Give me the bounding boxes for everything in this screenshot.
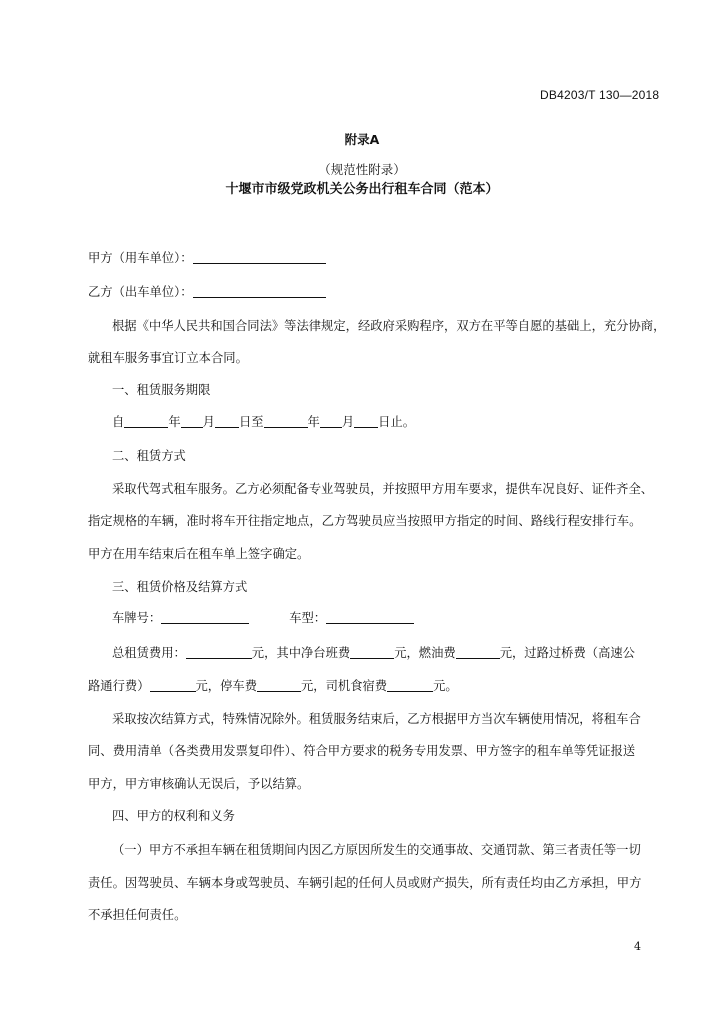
party-a-label: 甲方（用车单位）： xyxy=(88,251,193,265)
driver-board-fee-blank xyxy=(387,678,433,692)
section-1-heading: 一、租赁服务期限 xyxy=(112,383,211,397)
driver-board-fee-label: 元，司机食宿费 xyxy=(301,679,388,693)
vehicle-model-blank xyxy=(326,610,414,624)
start-month-blank xyxy=(181,414,203,428)
annex-type: （规范性附录） xyxy=(318,162,406,177)
total-fee-blank xyxy=(186,645,252,659)
end-month-blank xyxy=(320,414,342,428)
section-2-line-2: 指定规格的车辆，准时将车开往指定地点，乙方驾驶员应当按照甲方指定的时间、路线行程安排行车。 xyxy=(88,514,642,528)
party-a-line xyxy=(88,248,326,266)
period-year-2: 年 xyxy=(307,415,320,429)
section-2-line-1: 采取代驾式租车服务。乙方必须配备专业驾驶员，并按照甲方用车要求，提供车况良好、证件齐全、 xyxy=(112,482,654,496)
section-4-heading: 四、甲方的权利和义务 xyxy=(112,809,235,823)
settlement-line-1: 采取按次结算方式，特殊情况除外。租赁服务结束后，乙方根据甲方当次车辆使用情况，将租车合 xyxy=(112,712,641,726)
period-month-1: 月 xyxy=(202,415,215,429)
fuel-fee-blank xyxy=(456,645,500,659)
fee-line-2 xyxy=(88,676,458,694)
toll-fee-blank xyxy=(150,678,196,692)
shift-fee-blank xyxy=(350,645,394,659)
end-day-blank xyxy=(354,414,378,428)
section-4-item-1-line-1: （一）甲方不承担车辆在租赁期间内因乙方原因所发生的交通事故、交通罚款、第三者责任等一切 xyxy=(112,843,641,857)
total-fee-label: 总租赁费用： xyxy=(112,646,186,660)
section-4-item-1-line-3: 不承担任何责任。 xyxy=(88,908,187,922)
section-3-heading: 三、租赁价格及结算方式 xyxy=(112,580,248,594)
period-year-1: 年 xyxy=(168,415,181,429)
toll-fee-label: 元，过路过桥费（高速公 xyxy=(499,646,635,660)
party-b-blank xyxy=(193,284,326,298)
plate-number-label: 车牌号： xyxy=(112,611,162,625)
fee-line-end: 元。 xyxy=(433,679,458,693)
page-number: 4 xyxy=(634,940,641,953)
period-day-end: 日止。 xyxy=(378,415,416,429)
annex-label: 附录A xyxy=(344,132,380,147)
lease-period-line xyxy=(112,412,415,430)
fuel-fee-label: 元，燃油费 xyxy=(394,646,456,660)
party-b-label: 乙方（出车单位）： xyxy=(88,285,193,299)
section-2-heading: 二、租赁方式 xyxy=(112,449,186,463)
end-year-blank xyxy=(264,414,308,428)
shift-fee-label: 元，其中净台班费 xyxy=(251,646,351,660)
period-month-2: 月 xyxy=(341,415,355,429)
toll-fee-label-cont: 路通行费） xyxy=(88,679,150,693)
period-from: 自 xyxy=(112,415,125,429)
fee-line-1 xyxy=(112,643,635,661)
section-2-line-3: 甲方在用车结束后在租车单上签字确定。 xyxy=(88,547,310,561)
settlement-line-2: 同、费用清单（各类费用发票复印件）、符合甲方要求的税务专用发票、甲方签字的租车单等凭证报送 xyxy=(88,744,636,758)
section-4-item-1-line-2: 责任。因驾驶员、车辆本身或驾驶员、车辆引起的任何人员或财产损失，所有责任均由乙方承担，甲方 xyxy=(88,876,642,890)
document-code: DB4203/T 130—2018 xyxy=(540,88,660,102)
start-year-blank xyxy=(124,414,168,428)
contract-title: 十堰市市级党政机关公务出行租车合同（范本） xyxy=(225,182,499,197)
start-day-blank xyxy=(215,414,239,428)
vehicle-model-label: 车型： xyxy=(289,611,327,625)
intro-line-2: 就租车服务事宜订立本合同。 xyxy=(88,351,248,365)
parking-fee-blank xyxy=(257,678,301,692)
settlement-line-3: 甲方，甲方审核确认无误后，予以结算。 xyxy=(88,777,310,791)
party-a-blank xyxy=(193,250,326,264)
period-day-to: 日至 xyxy=(238,415,264,429)
plate-number-blank xyxy=(161,610,249,624)
vehicle-line xyxy=(112,608,414,626)
intro-line-1: 根据《中华人民共和国合同法》等法律规定，经政府采购程序，双方在平等自愿的基础上，充分协商， xyxy=(112,319,666,333)
parking-fee-label: 元，停车费 xyxy=(195,679,257,693)
party-b-line xyxy=(88,282,326,300)
